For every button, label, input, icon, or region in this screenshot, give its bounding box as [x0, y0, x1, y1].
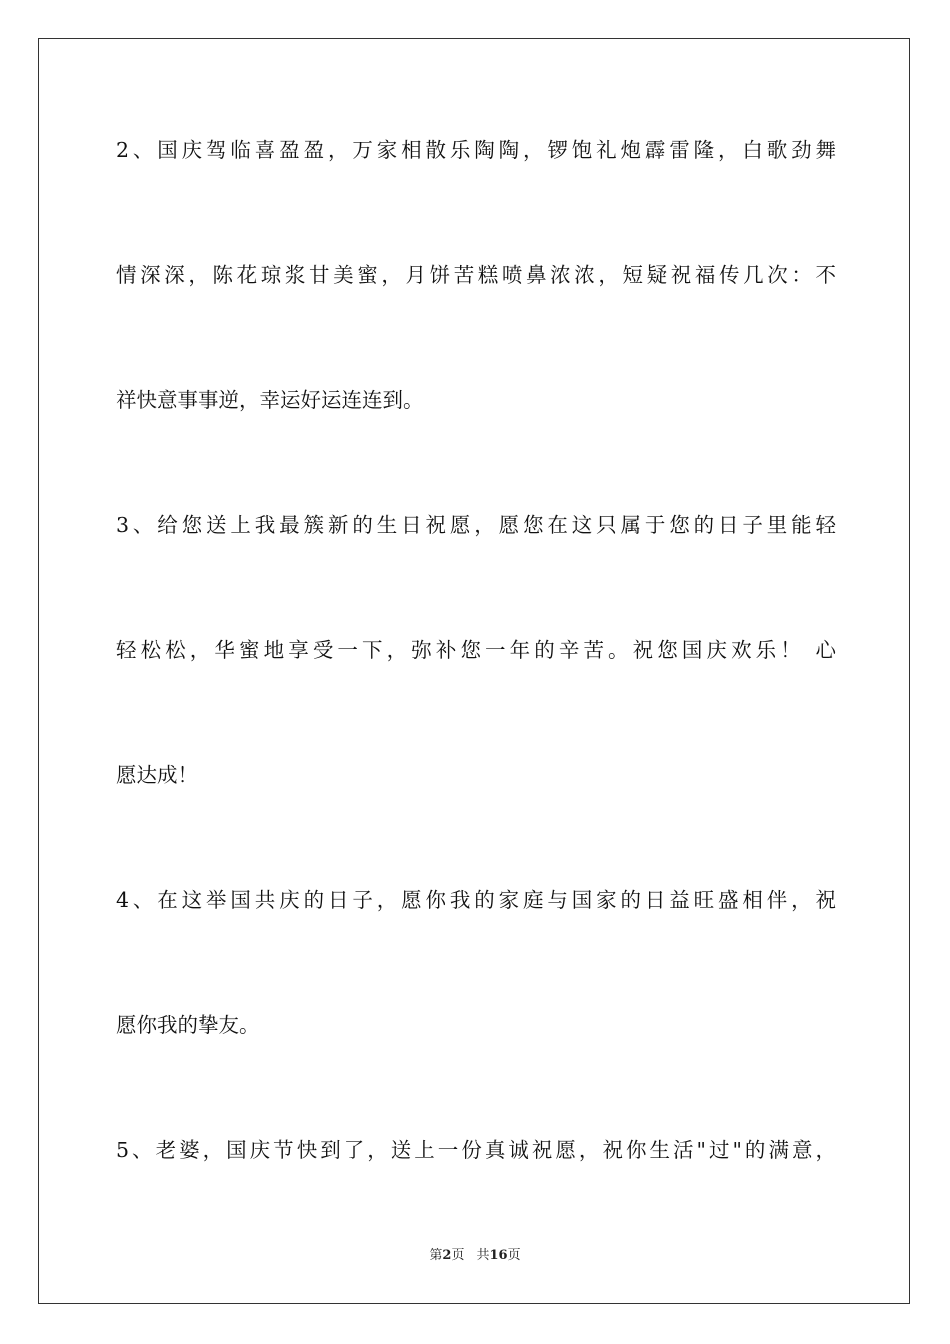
page-border — [38, 38, 910, 1304]
paragraph-2-line-1: 2、国庆驾临喜盈盈，万家相散乐陶陶，锣饱礼炮霹雷隆，白歌劲舞 — [116, 138, 836, 162]
paragraph-3-line-2: 轻松松，华蜜地享受一下，弥补您一年的辛苦。祝您国庆欢乐！ 心 — [116, 638, 836, 662]
paragraph-2-line-2: 情深深，陈花琼浆甘美蜜，月饼苦糕喷鼻浓浓，短疑祝福传几次：不 — [116, 263, 836, 287]
page-footer — [0, 1247, 950, 1265]
total-prefix: 共 — [476, 1248, 490, 1263]
paragraph-3-line-1: 3、给您送上我最簇新的生日祝愿，愿您在这只属于您的日子里能轻 — [116, 513, 836, 537]
page-prefix: 第 — [429, 1248, 443, 1263]
total-pages: 16 — [489, 1248, 508, 1263]
paragraph-2-line-3: 祥快意事事逆，幸运好运连连到。 — [116, 388, 424, 412]
paragraph-3-line-3: 愿达成！ — [116, 763, 198, 787]
total-suffix: 页 — [507, 1248, 521, 1263]
paragraph-4-line-1: 4、在这举国共庆的日子，愿你我的家庭与国家的日益旺盛相伴，祝 — [116, 888, 836, 912]
paragraph-5-line-1: 5、老婆，国庆节快到了，送上一份真诚祝愿，祝你生活"过"的满意， — [116, 1138, 836, 1162]
page-number: 2 — [442, 1248, 452, 1263]
page-suffix: 页 — [451, 1248, 465, 1263]
paragraph-4-line-2: 愿你我的挚友。 — [116, 1013, 260, 1037]
